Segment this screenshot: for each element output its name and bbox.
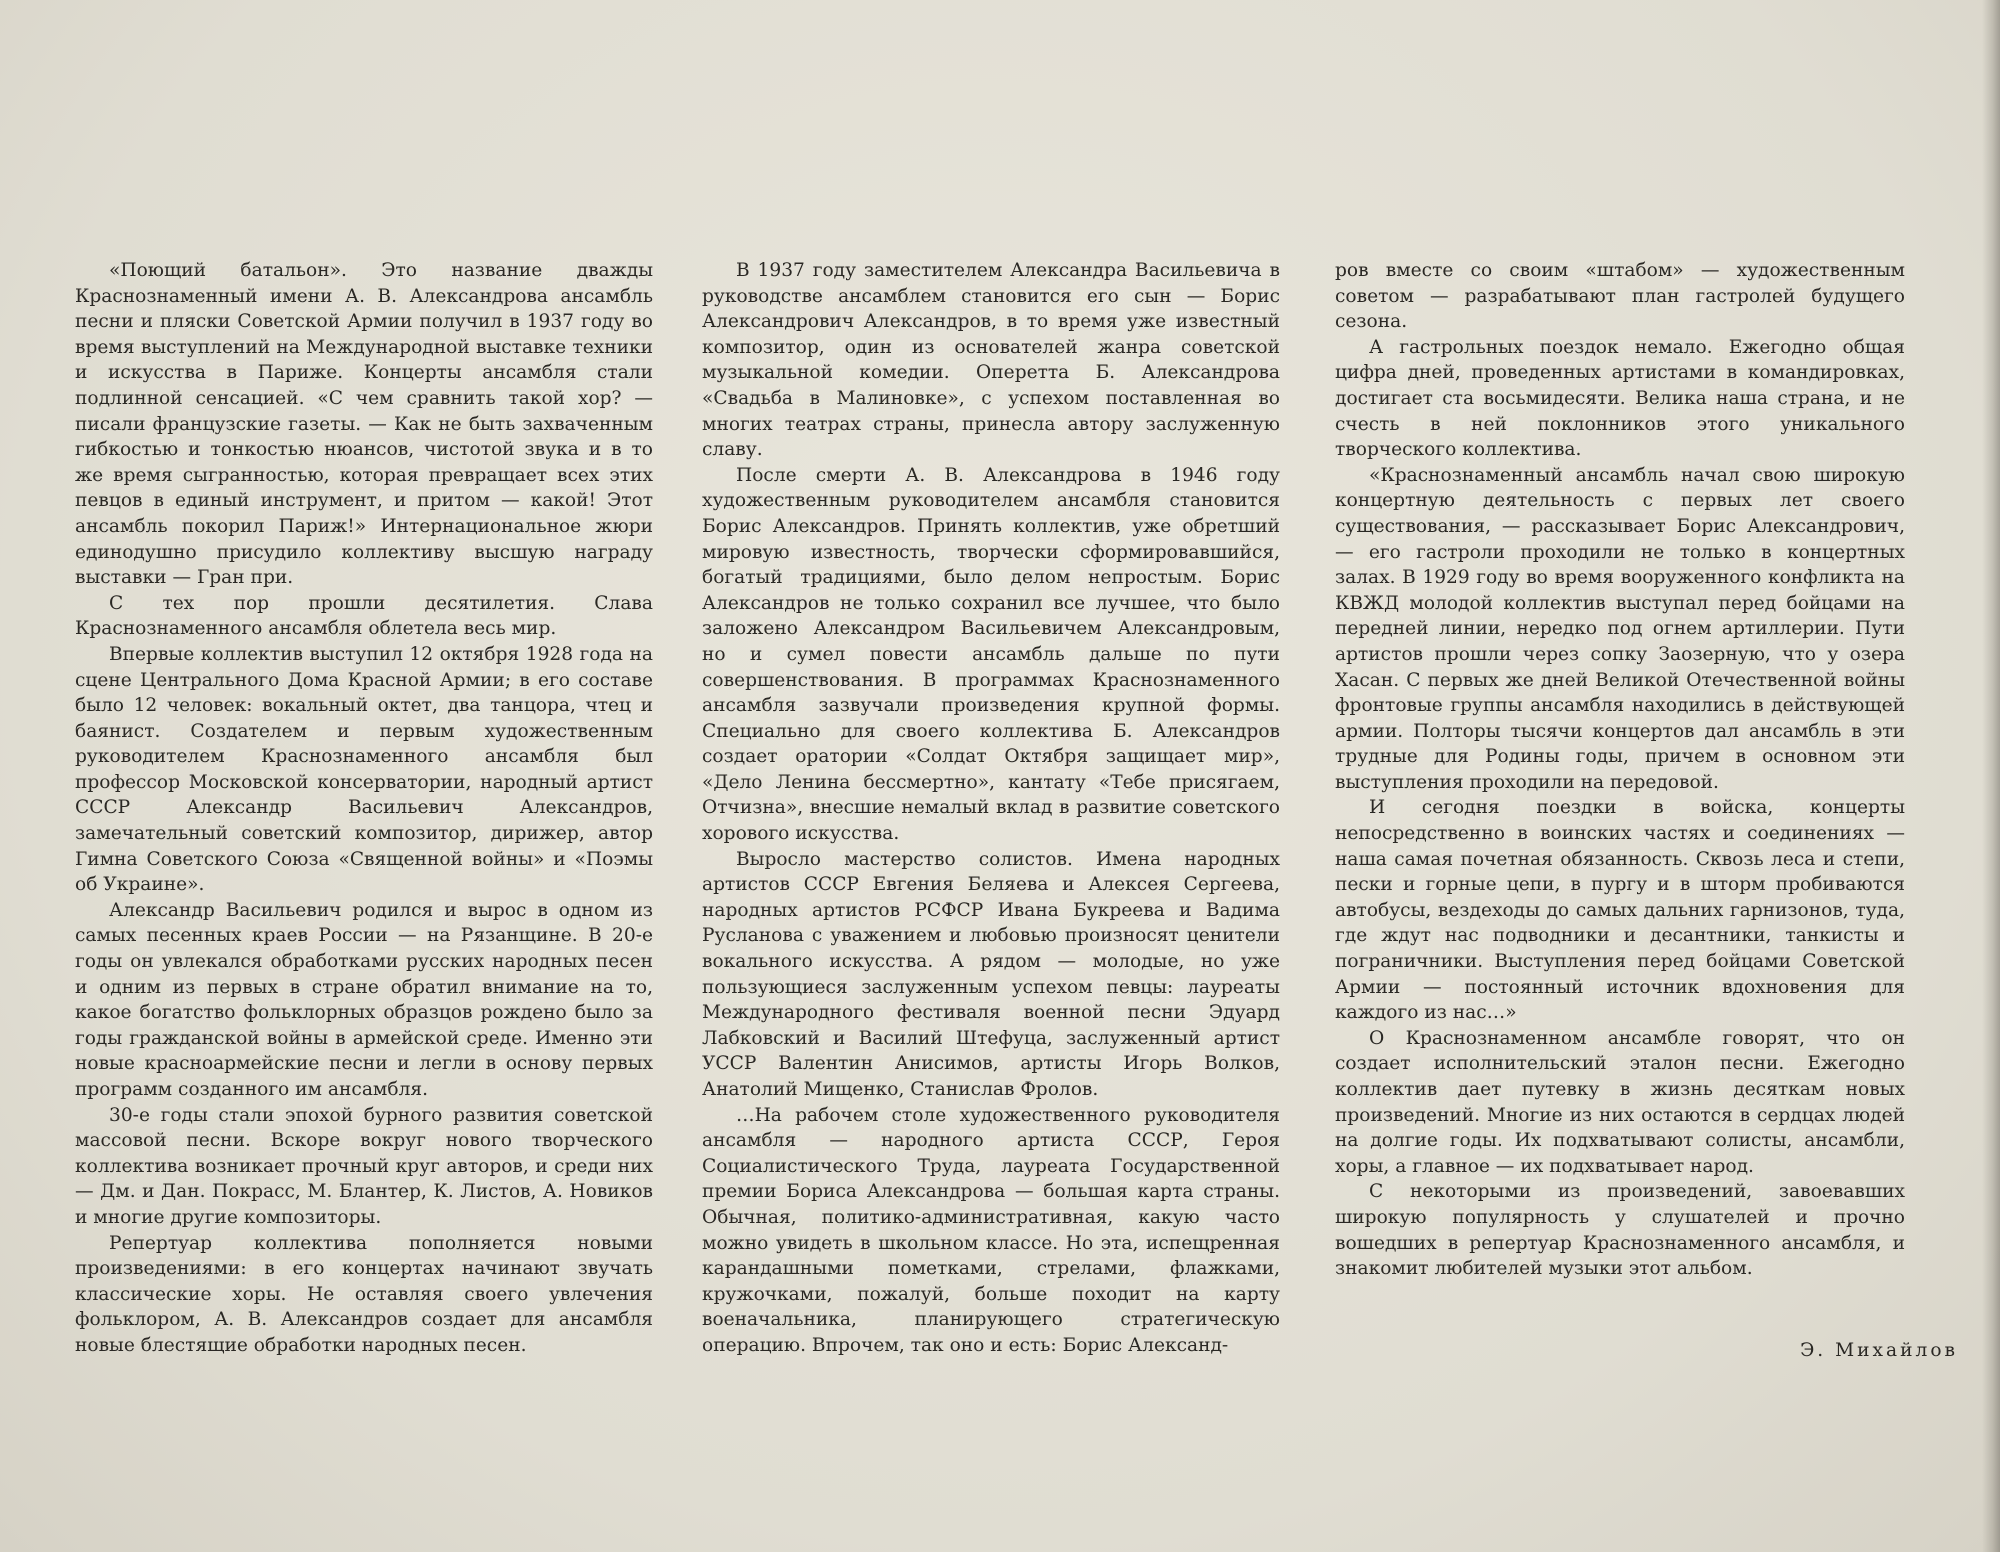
paragraph: И сегодня поездки в войска, концерты непосредственно в воинских частях и соединениях — наша самая почетная обязанность. Сквозь леса и степи, пески и горные цепи, в пургу и в шторм пробиваются автобусы, вездеходы до самых дальних гарнизонов, туда, где ждут нас подводники и десантники, танкисты и пограничники. Выступления перед бойцами Советской Армии — постоянный источник вдохновения для каждого из нас…» — [1335, 797, 1905, 1024]
paragraph: В 1937 году заместителем Александра Васильевича в руководстве ансамблем становится его сын — Борис Александрович Александров, в то время уже известный композитор, один из основателей жанра советской музыкальной комедии. Оперетта Б. Александрова «Свадьба в Малиновке», с успехом поставленная во многих театрах страны, принесла автору заслуженную славу. — [702, 260, 1280, 461]
paragraph: Александр Васильевич родился и вырос в одном из самых песенных краев России — на Рязанщине. В 20-е годы он увлекался обработками русских народных песен и одним из первых в стране обратил внимание на то, какое богатство фольклорных образцов рождено было за годы гражданской войны в армейской среде. Именно эти новые красноармейские песни и легли в основу первых программ созданного им ансамбля. — [75, 899, 653, 1100]
paragraph: С тех пор прошли десятилетия. Слава Краснознаменного ансамбля облетела весь мир. — [75, 592, 653, 640]
text-column-2 — [702, 258, 1280, 1359]
paragraph: Репертуар коллектива пополняется новыми произведениями: в его концертах начинают звучать классические хоры. Не оставляя своего увлечения фольклором, А. В. Александров создает для ансамбля новые блестящие обработки народных песен. — [75, 1232, 653, 1356]
paragraph: С некоторыми из произведений, завоевавших широкую популярность у слушателей и прочно вошедших в репертуар Краснознаменного ансамбля, и знакомит любителей музыки этот альбом. — [1335, 1181, 1905, 1280]
paragraph: …На рабочем столе художественного руководителя ансамбля — народного артиста СССР, Героя Социалистического Труда, лауреата Государственной премии Бориса Александрова — большая карта страны. Обычная, политико-административная, какую часто можно увидеть в школьном классе. Но эта, испещренная карандашными пометками, стрелами, флажками, кружочками, пожалуй, больше походит на карту военачальника, планирующего стратегическую операцию. Впрочем, так оно и есть: Борис Александ- — [702, 1104, 1280, 1356]
text-column-1 — [75, 258, 653, 1359]
text-column-3 — [1335, 258, 1905, 1282]
paragraph: «Краснознаменный ансамбль начал свою широкую концертную деятельность с первых лет своего существования, — рассказывает Борис Александрович, — его гастроли проходили не только в концертных залах. В 1929 году во время вооруженного конфликта на КВЖД молодой коллектив выступал перед бойцами на передней линии, нередко под огнем артиллерии. Пути артистов прошли через сопку Заозерную, что у озера Хасан. С первых же дней Великой Отечественной войны фронтовые группы ансамбля находились в действующей армии. Полторы тысячи концертов дал ансамбль в эти трудные для Родины годы, причем в основном эти выступления проходили на передовой. — [1335, 464, 1905, 793]
page-fold-shadow — [1982, 0, 2000, 1552]
paragraph: Впервые коллектив выступил 12 октября 1928 года на сцене Центрального Дома Красной Армии; в его составе было 12 человек: вокальный октет, два танцора, чтец и баянист. Создателем и первым художественным руководителем Краснознаменного ансамбля был профессор Московской консерватории, народный артист СССР Александр Васильевич Александров, замечательный советский композитор, дирижер, автор Гимна Советского Союза «Священной войны» и «Поэмы об Украине». — [75, 643, 653, 896]
paragraph: О Краснознаменном ансамбле говорят, что он создает исполнительский эталон песни. Ежегодно коллектив дает путевку в жизнь десяткам новых произведений. Многие из них остаются в сердцах людей на долгие годы. Их подхватывают солисты, ансамбли, хоры, а главное — их подхватывает народ. — [1335, 1027, 1905, 1177]
paragraph: А гастрольных поездок немало. Ежегодно общая цифра дней, проведенных артистами в командировках, достигает ста восьмидесяти. Велика наша страна, и не счесть в ней поклонников этого уникального творческого коллектива. — [1335, 336, 1905, 461]
paragraph: Выросло мастерство солистов. Имена народных артистов СССР Евгения Беляева и Алексея Сергеева, народных артистов РСФСР Ивана Букреева и Вадима Русланова с уважением и любовью произносят ценители вокального искусства. А рядом — молодые, но уже пользующиеся заслуженным успехом певцы: лауреаты Международного фестиваля военной песни Эдуард Лабковский и Василий Штефуца, заслуженный артист УССР Валентин Анисимов, артисты Игорь Волков, Анатолий Мищенко, Станислав Фролов. — [702, 848, 1280, 1100]
paragraph: 30-е годы стали эпохой бурного развития советской массовой песни. Вскоре вокруг нового творческого коллектива возникает прочный круг авторов, и среди них — Дм. и Дан. Покрасс, М. Блантер, К. Листов, А. Новиков и многие другие композиторы. — [75, 1104, 653, 1228]
author-signature: Э. Михайлов — [1800, 1340, 1958, 1361]
paragraph: ров вместе со своим «штабом» — художественным советом — разрабатывают план гастролей будущего сезона. — [1335, 260, 1905, 333]
paragraph: «Поющий батальон». Это название дважды Краснознаменный имени А. В. Александрова ансамбль песни и пляски Советской Армии получил в 1937 году во время выступлений на Международной выставке техники и искусства в Париже. Концерты ансамбля стали подлинной сенсацией. «С чем сравнить такой хор? — писали французские газеты. — Как не быть захваченным гибкостью и тонкостью нюансов, чистотой звука и в то же время сыгранностью, которая превращает всех этих певцов в единый инструмент, и притом — какой! Этот ансамбль покорил Париж!» Интернациональное жюри единодушно присудило коллективу высшую награду выставки — Гран при. — [75, 260, 653, 589]
paragraph: После смерти А. В. Александрова в 1946 году художественным руководителем ансамбля становится Борис Александров. Принять коллектив, уже обретший мировую известность, творчески сформировавшийся, богатый традициями, было делом непростым. Борис Александров не только сохранил все лучшее, что было заложено Александром Васильевичем Александровым, но и сумел повести ансамбль дальше по пути совершенствования. В программах Краснознаменного ансамбля зазвучали произведения крупной формы. Специально для своего коллектива Б. Александров создает оратории «Солдат Октября защищает мир», «Дело Ленина бессмертно», кантату «Тебе присягаем, Отчизна», внесшие немалый вклад в развитие советского хорового искусства. — [702, 464, 1280, 845]
